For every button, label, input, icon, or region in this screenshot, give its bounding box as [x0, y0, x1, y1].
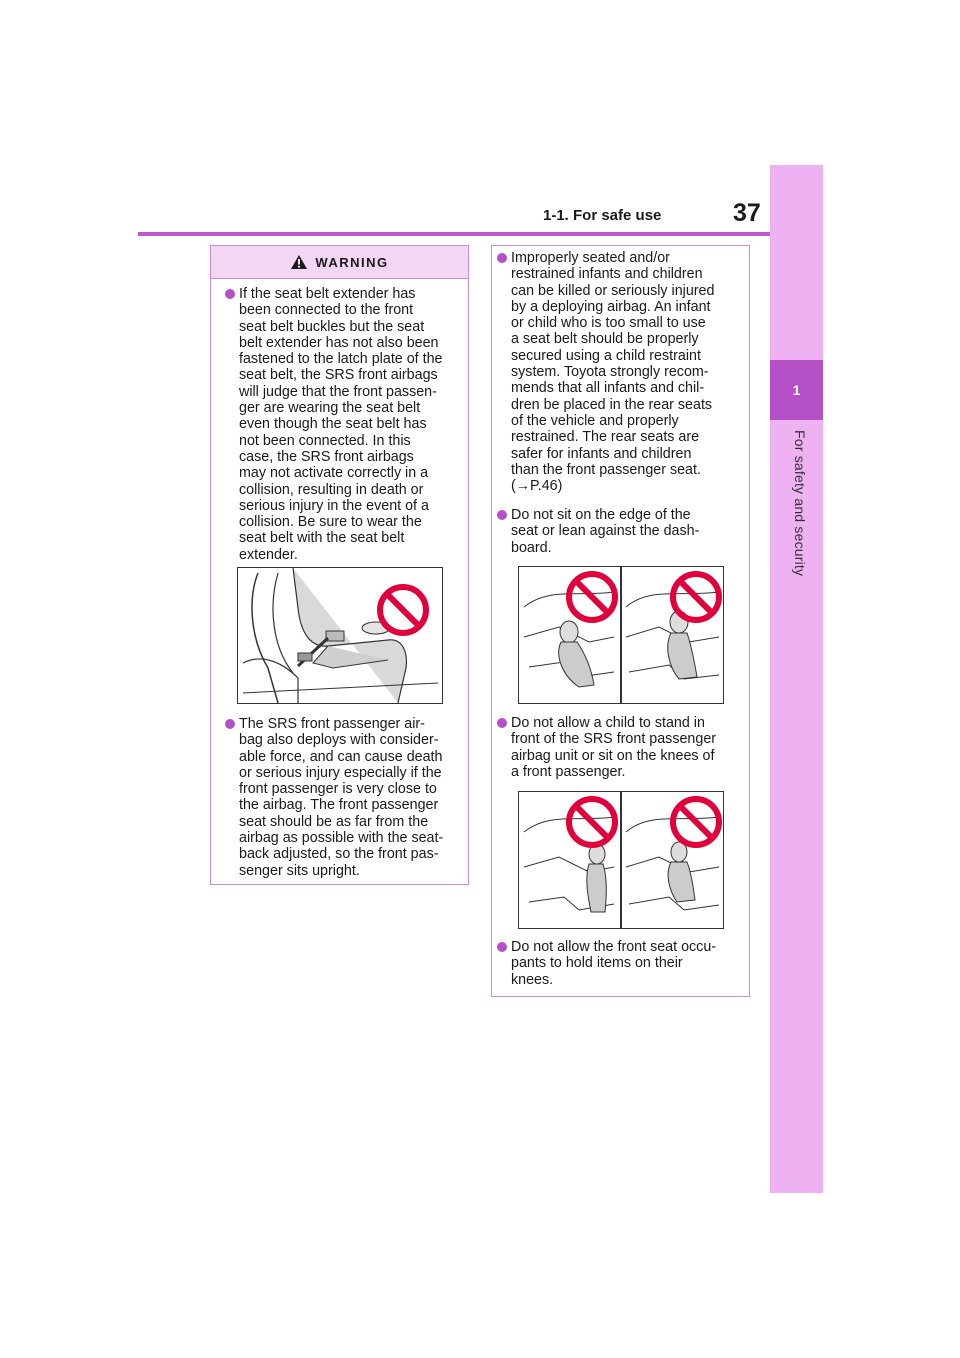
bullet-text: The SRS front passenger air- bag also deploys with consider- able force, and can cause death or serious injury especially if the front passenger is very close to the airbag. The front passenger seat should be as far from the airbag as possible with the seat- back adjusted, so the front pas- senger sits upright. [239, 716, 444, 879]
warning-box-right [491, 245, 750, 997]
bullet-dot [225, 719, 235, 729]
chapter-tab [770, 165, 823, 1193]
bullet-text: Do not allow the front seat occu- pants to hold items on their knees. [511, 939, 717, 988]
bullet-text: Do not allow a child to stand in front of the SRS front passenger airbag unit or sit on the knees of a front passenger. [511, 715, 717, 780]
page-number: 37 [733, 199, 761, 227]
prohibition-icon [569, 799, 615, 845]
prohibition-icon [569, 574, 615, 620]
header-divider [138, 232, 770, 236]
bullet-item [239, 286, 467, 563]
section-title: 1-1. For safe use [543, 207, 662, 224]
warning-triangle-icon [290, 254, 308, 270]
bullet-dot [497, 942, 507, 952]
warning-title: WARNING [315, 254, 389, 270]
chapter-number: 1 [770, 360, 823, 420]
bullet-dot [497, 718, 507, 728]
bullet-item [511, 507, 747, 556]
chapter-label: For safety and security [792, 430, 808, 577]
bullet-text: Improperly seated and/or restrained infants and children can be killed or seriously injured by a deploying airbag. An infant or child who is too small to use a seat belt should be properly secured using a child restraint system. Toyota strongly recom- mends that all infants and chil- dren be placed in the rear seats of the vehicle and properly restrained. The rear seats are safer for infants and children than the front passenger seat. (→P.46) [511, 250, 715, 495]
prohibition-icon [673, 574, 719, 620]
bullet-text: If the seat belt extender has been connected to the front seat belt buckles but the seat belt extender has not also been fastened to the latch plate of the seat belt, the SRS front airbags will judge that the front passen- ger are wearing the seat belt even though the seat belt has not been connected. In this case, the SRS front airbags may not activate correctly in a collision, resulting in death or serious injury in the event of a collision. Be sure to wear the seat belt with the seat belt extender. [239, 286, 443, 563]
bullet-text: Do not sit on the edge of the seat or lean against the dash- board. [511, 507, 700, 556]
warning-box-left [210, 245, 469, 885]
bullet-dot [497, 510, 507, 520]
bullet-dot [497, 253, 507, 263]
dashboard-lean-illustration [518, 566, 724, 704]
prohibition-icon [673, 799, 719, 845]
bullet-item [511, 250, 747, 494]
warning-banner [211, 246, 468, 279]
bullet-item [239, 716, 467, 879]
child-standing-illustration [518, 791, 724, 929]
prohibition-icon [380, 587, 426, 633]
bullet-item [511, 939, 747, 988]
bullet-dot [225, 289, 235, 299]
bullet-item [511, 715, 747, 780]
seatbelt-extender-illustration [237, 567, 443, 704]
